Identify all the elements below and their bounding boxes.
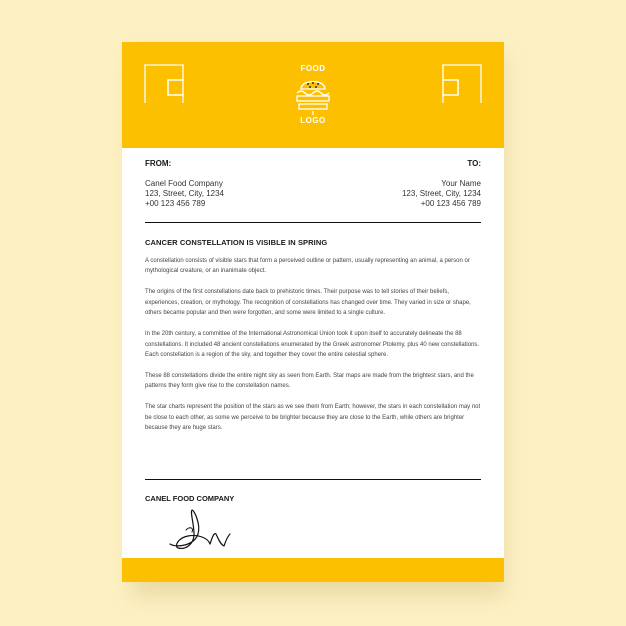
from-label: FROM: — [145, 159, 172, 168]
sender-name: Canel Food Company — [145, 179, 223, 188]
divider-bottom — [145, 479, 481, 480]
sender-phone: +00 123 456 789 — [145, 199, 206, 208]
signature-icon — [164, 504, 244, 554]
body-paragraph: The star charts represent the position of the stars as we see them from Earth; however, the stars in each constellation may not be close to each other, as some we perceive to be brighter because they are close to the Earth, while others are brighter because they are huge stars. — [145, 404, 481, 432]
recipient-name: Your Name — [441, 179, 481, 188]
divider-top — [145, 222, 481, 223]
to-label: TO: — [467, 159, 481, 168]
corner-ornament-left-icon — [144, 64, 184, 104]
corner-ornament-right-icon — [442, 64, 482, 104]
recipient-address-block — [402, 179, 481, 209]
recipient-street: 123, Street, City, 1234 — [401, 189, 481, 198]
food-logo — [273, 64, 353, 126]
letterhead-page — [122, 42, 504, 582]
letterhead-header — [122, 42, 504, 148]
body-paragraph: The origins of the first constellations date back to prehistoric times. Their purpose was to tell stories of their beliefs, experiences, creation, or mythology. The recognition of constellations has changed over time. They varied in size or shape, others became popular and then were forgotten, and some were limited to a single culture. — [145, 289, 471, 317]
logo-top-text: FOOD — [300, 64, 326, 73]
letter-body — [145, 256, 481, 444]
recipient-phone: +00 123 456 789 — [420, 199, 481, 208]
burger-icon — [289, 75, 337, 115]
logo-bottom-text: LOGO — [300, 116, 326, 125]
sender-address-block — [145, 179, 224, 209]
body-paragraph: These 88 constellations divide the entire night sky as seen from Earth. Star maps are made from the brightest stars, and the patterns they form give rise to the constellation names. — [145, 373, 474, 390]
signoff-company: CANEL FOOD COMPANY — [145, 494, 235, 503]
body-paragraph: A constellation consists of visible stars that form a perceived outline or pattern, usually representing an animal, a person or mythological creature, or an inanimate object. — [145, 258, 470, 275]
body-paragraph: In the 20th century, a committee of the International Astronomical Union took it upon itself to accurately delineate the 88 constellations. It included 48 ancient constellations enumerated by the Greek astronomer Ptolemy, plus 40 new constellations. Each constellation is a region of the sky, and together they cover the entire celestial sphere. — [145, 331, 480, 359]
letterhead-footer — [122, 558, 504, 582]
letter-title: CANCER CONSTELLATION IS VISIBLE IN SPRING — [145, 238, 328, 247]
sender-street: 123, Street, City, 1234 — [145, 189, 225, 198]
